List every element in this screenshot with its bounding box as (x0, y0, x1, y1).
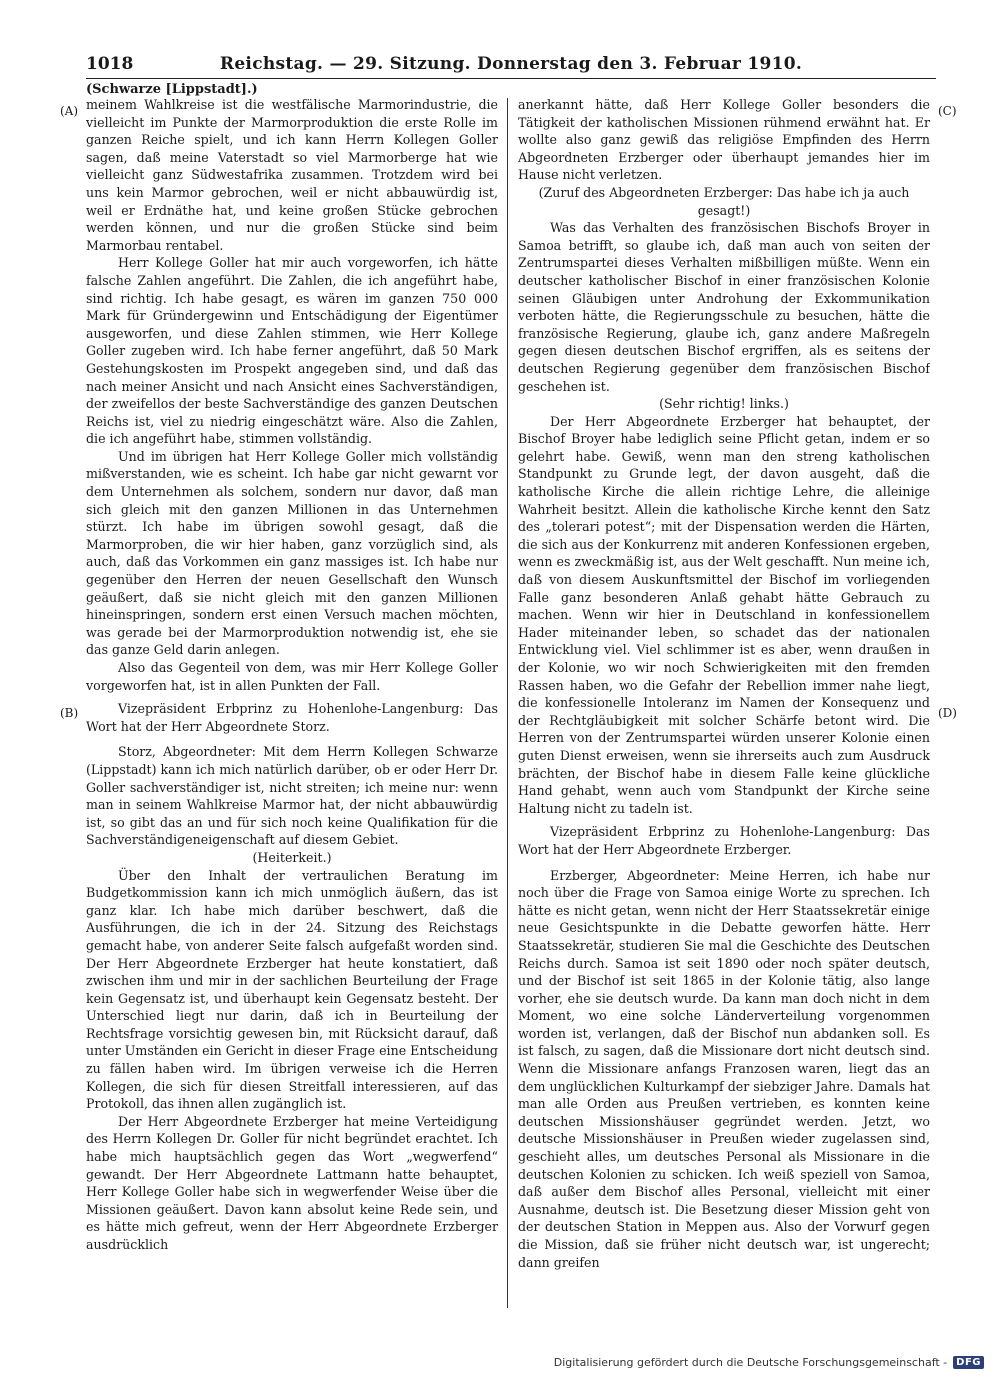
paragraph: Der Herr Abgeordnete Erzberger hat meine Verteidigung des Herrn Kollegen Dr. Goller für nicht begründet erachtet. Ich habe mich hauptsächlich gegen das Wort „wegwerfend“ gewandt. Der Herr Abgeordnete Lattmann hatte behauptet, Herr Kollege Goller habe sich in wegwerfender Weise über die Missionen geäußert. Davon kann absolut keine Rede sein, und es hätte mich gefreut, wenn der Herr Abgeordnete Erzberger ausdrücklich (86, 1113, 498, 1252)
paragraph: Der Herr Abgeordnete Erzberger hat behauptet, der Bischof Broyer habe lediglich seine Pflicht getan, indem er so gelehrt habe. Gewiß, wenn man den streng katholischen Standpunkt zu Grunde legt, der davon ausgeht, daß die katholische Kirche die allein richtige Lehre, die alleinige Wahrheit besitzt. Allein die katholische Kirche kennt den Satz des „tolerari potest“; mit der Dispensation werden die Härten, die sich aus der Konkurrenz mit anderen Konfessionen ergeben, wenn es zweckmäßig ist, aus der Welt geschafft. Nun meine ich, daß von diesem Auskunftsmittel der Bischof im vorliegenden Falle ganz besonderen Anlaß gehabt hätte Gebrauch zu machen. Wenn wir hier in Deutschland in konfessionellem Hader miteinander leben, so schadet das der nationalen Entwicklung viel. Viel schlimmer ist es aber, wenn draußen in der Kolonie, wo wir noch Schwierigkeiten mit den fremden Rassen haben, wo die Gefahr der Rebellion immer nahe liegt, die konfessionelle Intoleranz im Namen der Konsequenz und der Rechtgläubigkeit mit solcher Schärfe betont wird. Die Herren von der Zentrumspartei würden unserer Kolonie einen guten Dienst erweisen, wenn sie ihrerseits auch zum Ausdruck brächten, der Bischof habe in diesem Falle keine glückliche Hand gehabt, wenn auch vom Standpunkt der Kirche seine Haltung nicht zu tadeln ist. (518, 413, 930, 816)
paragraph: Was das Verhalten des französischen Bischofs Broyer in Samoa betrifft, so glaube ich, daß man auch von seiten der Zentrumspartei dieses Verhalten mißbilligen müßte. Wenn ein deutscher katholischer Bischof in einer französischen Kolonie seinen Gläubigen unter Androhung der Exkommunikation verboten hätte, die Regierungsschule zu besuchen, hätte die französische Regierung, glaube ich, ganz andere Maßregeln gegen diesen deutschen Bischof ergriffen, als es seitens der deutschen Regierung gegenüber dem französischen Bischof geschehen ist. (518, 220, 930, 394)
speaker-tag: (Schwarze [Lippstadt].) (86, 82, 258, 97)
paragraph: Über den Inhalt der vertraulichen Beratung im Budgetkommission kann ich mich unmöglich äußern, das ist ganz klar. Ich habe mich darüber beschwert, daß die Ausführungen, die ich in der 24. Sitzung des Reichstags gemacht habe, von anderer Seite falsch aufgefaßt worden sind. Der Herr Abgeordnete Erzberger hat heute konstatiert, daß zwischen ihm und mir in der sachlichen Beurteilung der Frage kein Gegensatz ist, und überhaupt kein Gegensatz besteht. Der Unterschied liegt nur darin, daß ich in Beurteilung der Rechtsfrage vorsichtig gewesen bin, mit Rücksicht darauf, daß unter Umständen ein Gericht in dieser Frage eine Entscheidung zu fällen haben wird. Im übrigen verweise ich die Herren Kollegen, die sich für diesen Streitfall interessieren, auf das Protokoll, das ihnen allen zugänglich ist. (86, 867, 498, 1112)
interjection: (Sehr richtig! links.) (659, 396, 789, 412)
paragraph: Und im übrigen hat Herr Kollege Goller mich vollständig mißverstanden, wie es scheint. Ich habe gar nicht gewarnt vor dem Unternehmen als solchem, sondern nur davor, daß man sich gleich mit den ganzen Millionen in das Unternehmen stürzt. Ich habe im übrigen sowohl gesagt, daß die Marmorproben, die wir hier haben, ganz vorzüglich sind, als auch, daß das Vorkommen ein ganz massiges ist. Ich habe nur gegenüber den Herren der neuen Gesellschaft den Wunsch geäußert, daß sie nicht gleich mit den ganzen Millionen hineinspringen, sondern erst einen Versuch machen möchten, was gerade bei der Marmorproduktion notwendig ist, ehe sie das ganze Geld darin anlegen. (86, 448, 498, 658)
margin-mark-b: (B) (60, 706, 79, 720)
paragraph: Also das Gegenteil von dem, was mir Herr Kollege Goller vorgeworfen hat, ist in allen Punkten der Fall. (86, 660, 498, 693)
paragraph: Erzberger, Abgeordneter: Meine Herren, ich habe nur noch über die Frage von Samoa einige Worte zu sprechen. Ich hätte es nicht getan, wenn nicht der Herr Staatssekretär einige neue Gesichtspunkte in die Debatte geworfen hätte. Herr Staatssekretär, studieren Sie mal die Geschichte des Deutschen Reichs durch. Samoa ist seit 1890 oder noch später deutsch, und der Bischof ist seit 1865 in der Kolonie tätig, also lange vorher, ehe sie deutsch wurde. Da kann man doch nicht in dem Moment, wo eine solche Länderverteilung vorgenommen worden ist, verlangen, daß der Bischof nun abdanken soll. Es ist falsch, zu sagen, daß die Missionare dort nicht deutsch sind. Wenn die Missionare anfangs Franzosen waren, liegt das an dem unglücklichen Kulturkampf der siebziger Jahre. Damals hat man alle Orden aus Preußen vertrieben, es konnten keine deutschen Missionshäuser gegründet werden. Jetzt, wo deutsche Missionshäuser in Preußen wieder zugelassen sind, geschieht alles, um deutsches Personal als Missionare in die deutschen Kolonien zu schicken. Ich weiß speziell von Samoa, daß außer dem Bischof alles Personal, vielleicht mit einer Ausnahme, deutsch ist. Die Besetzung dieser Mission geht von der deutschen Station in Meppen aus. Also der Vorwurf gegen die Mission, daß sie früher nicht deutsch war, ist ungerecht; dann greifen (518, 867, 930, 1270)
margin-mark-c: (C) (938, 104, 957, 118)
chair-announcement: Vizepräsident Erbprinz zu Hohenlohe-Langenburg: Das Wort hat der Herr Abgeordnete Storz. (86, 701, 498, 734)
paragraph: meinem Wahlkreise ist die westfälische Marmorindustrie, die vielleicht im Punkte der Marmorproduktion die erste Rolle im ganzen Reiche spielt, und ich kann Herrn Kollegen Goller sagen, daß meine Vaterstadt so viel Marmorberge hat wie vielleicht ganz Südwestafrika zusammen. Trotzdem wird bei uns kein Marmor gebrochen, weil er nicht abbauwürdig ist, weil er Erdnäthe hat, und keine großen Stücke gebrochen werden können, und nur die großen Stücke sind beim Marmorbau rentabel. (86, 97, 498, 253)
paragraph: anerkannt hätte, daß Herr Kollege Goller besonders die Tätigkeit der katholischen Missionen rühmend erwähnt hat. Er wollte also ganz gewiß das religiöse Empfinden des Herrn Abgeordneten Erzberger oder überhaupt jemandes hier im Hause nicht verletzen. (518, 97, 930, 183)
footer (554, 1356, 984, 1369)
running-title: Reichstag. — 29. Sitzung. Donnerstag den 3. Februar 1910. (219, 54, 803, 74)
dfg-logo: DFG (953, 1356, 984, 1369)
page-header (86, 50, 936, 79)
chair-announcement: Vizepräsident Erbprinz zu Hohenlohe-Langenburg: Das Wort hat der Herr Abgeordnete Erzberger. (518, 824, 930, 857)
right-column (518, 96, 930, 1311)
interjection: (Zuruf des Abgeordneten Erzberger: Das habe ich ja auch gesagt!) (538, 184, 910, 218)
page-number: 1018 (86, 54, 134, 74)
column-divider (507, 98, 508, 1308)
margin-mark-a: (A) (60, 104, 79, 118)
paragraph: Herr Kollege Goller hat mir auch vorgeworfen, ich hätte falsche Zahlen angeführt. Die Zahlen, die ich angeführt habe, sind richtig. Ich habe gesagt, es wären im ganzen 750 000 Mark für Gründergewinn und Entschädigung der Eigentümer ausgeworfen, und diese Zahlen stimmen, wie Herr Kollege Goller zugeben wird. Ich habe ferner angeführt, daß 50 Mark Gestehungskosten im Prospekt angegeben sind, und daß das nach meiner Ansicht und nach Ansicht eines Sachverständigen, der zweifellos der beste Sachverständige des ganzen Deutschen Reichs ist, viel zu niedrig eingeschätzt wäre. Also die Zahlen, die ich angeführt habe, stimmen vollständig. (86, 255, 498, 447)
margin-mark-d: (D) (938, 706, 957, 720)
interjection: (Heiterkeit.) (252, 849, 332, 865)
paragraph: Storz, Abgeordneter: Mit dem Herrn Kollegen Schwarze (Lippstadt) kann ich mich natürlich darüber, ob er oder Herr Dr. Goller sachverständiger ist, nicht streiten; ich meine nur: wenn man in seinem Wahlkreise Marmor hat, der nicht abbauwürdig ist, so gibt das an und für sich noch keine Qualifikation für die Sachverständigeneigenschaft auf diesem Gebiet. (86, 744, 498, 848)
left-column (86, 96, 498, 1311)
footer-text: Digitalisierung gefördert durch die Deutsche Forschungsgemeinschaft - (553, 1356, 948, 1369)
